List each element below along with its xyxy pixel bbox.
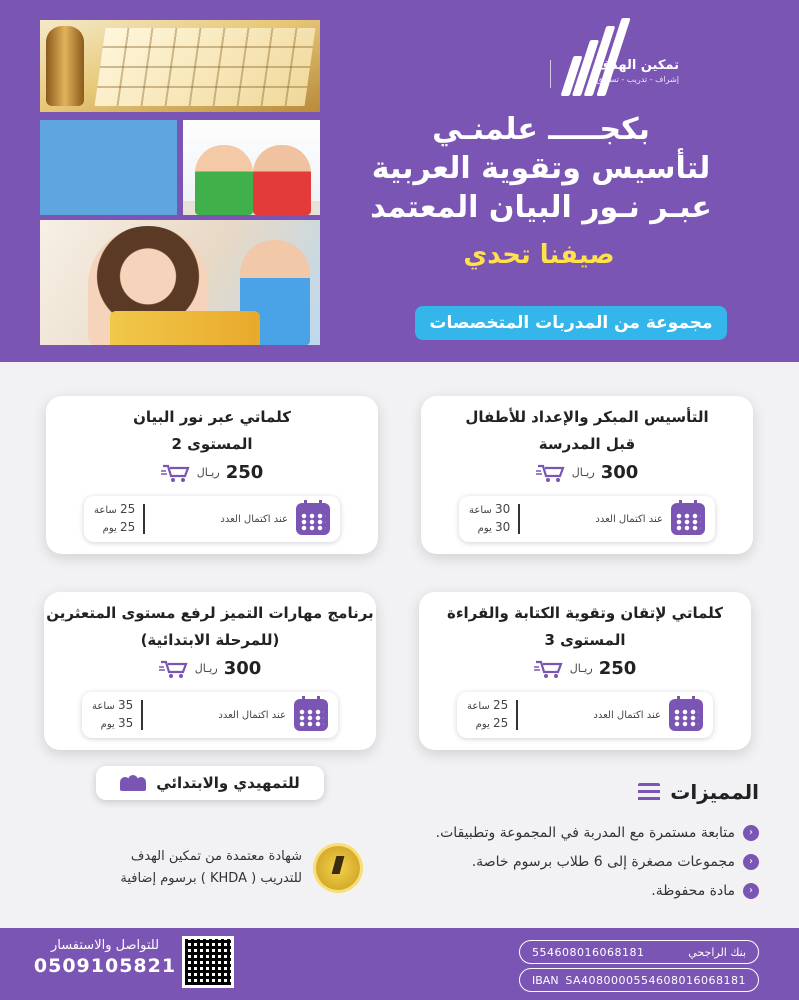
package-card: [421, 396, 753, 554]
card-title: برنامج مهارات التميز لرفع مستوى المتعثرين (للمرحلة الابتدائية): [46, 604, 374, 649]
cart-icon: [159, 659, 189, 679]
blue-tile: [40, 120, 177, 215]
girl-reading-photo: [40, 220, 320, 345]
brand-tagline: إشراف - تدريب - تسويق: [596, 75, 679, 84]
certificate-seal-icon: [316, 846, 360, 890]
list-icon: [638, 783, 660, 801]
list-item: ‹ متابعة مستمرة مع المدربة في المجموعة وتطبيقات.: [379, 818, 759, 847]
brand-logo-icon: [559, 18, 629, 96]
price-row: [46, 462, 378, 483]
calendar-icon: [671, 503, 705, 535]
calendar-icon: [669, 699, 703, 731]
durations: 35 ساعة 35 يوم: [92, 698, 134, 730]
price: 250: [225, 462, 264, 483]
bank-account: 554608016068181: [532, 945, 645, 959]
list-item: ‹ مجموعات مصغرة إلى 6 طلاب برسوم خاصة.: [379, 847, 759, 876]
cart-icon: [536, 463, 566, 483]
currency: ريـال: [194, 662, 218, 675]
users-icon: [120, 775, 146, 791]
schedule-pill: [457, 692, 713, 738]
card-title: التأسيس المبكر والإعداد للأطفال قبل المدرسة: [465, 408, 709, 453]
price: 250: [598, 658, 637, 679]
children-studying-photo: [183, 120, 320, 215]
iban-number: SA4080000554608016068181: [565, 973, 746, 987]
list-item: ‹ مادة محفوظة.: [379, 876, 759, 905]
footer: [0, 928, 799, 1000]
price-row: [421, 462, 753, 483]
schedule-pill: [82, 692, 338, 738]
chevron-icon: ‹: [743, 883, 759, 899]
trainers-banner: مجموعة من المدربات المتخصصات: [415, 306, 727, 340]
price-row: [419, 658, 751, 679]
calendar-icon: [294, 699, 328, 731]
contact-label: للتواصل والاستفسار: [50, 938, 160, 953]
hero-line-3: عبـر نـور البيان المعتمد: [370, 190, 712, 225]
features-title: المميزات: [638, 780, 759, 804]
qr-code-icon[interactable]: [182, 936, 234, 988]
price: 300: [223, 658, 262, 679]
bank-label: بنك الراجحي: [688, 945, 746, 959]
card-title: كلماتي عبر نور البيان المستوى 2: [133, 408, 291, 453]
header-banner: [0, 0, 799, 362]
schedule-pill: [84, 496, 340, 542]
level-badge: للتمهيدي والابتدائي: [96, 766, 324, 800]
calendar-icon: [296, 503, 330, 535]
price-row: [44, 658, 376, 679]
brand-text: [551, 58, 679, 84]
cart-icon: [534, 659, 564, 679]
package-card: [46, 396, 378, 554]
iban-label: IBAN: [532, 973, 559, 987]
currency: ريـال: [569, 662, 593, 675]
certificate-note: شهادة معتمدة من تمكين الهدف للتدريب ( KHDA ) برسوم إضافية: [60, 840, 360, 896]
iban-pill: [519, 968, 759, 992]
chevron-icon: ‹: [743, 825, 759, 841]
photo-collage: [40, 20, 320, 345]
phone-number[interactable]: 0509105821: [33, 955, 177, 977]
hero-headline: [341, 110, 741, 227]
completion-note: عند اكتمال العدد: [220, 513, 288, 525]
package-card: [44, 592, 376, 750]
completion-note: عند اكتمال العدد: [218, 709, 286, 721]
package-card: [419, 592, 751, 750]
chevron-icon: ‹: [743, 854, 759, 870]
hero-line-2: لتأسيس وتقوية العربية: [371, 151, 711, 186]
currency: ريـال: [571, 466, 595, 479]
durations: 25 ساعة 25 يوم: [467, 698, 509, 730]
bank-account-pill: [519, 940, 759, 964]
completion-note: عند اكتمال العدد: [593, 709, 661, 721]
durations: 25 ساعة 25 يوم: [94, 502, 136, 534]
contact-block: [30, 938, 180, 977]
arabic-letters-photo: [40, 20, 320, 112]
card-title: كلماتي لإتقان وتقوية الكتابة والقراءة المستوى 3: [446, 604, 724, 649]
brand-name: تمكين الهدف: [595, 58, 679, 73]
schedule-pill: [459, 496, 715, 542]
cart-icon: [161, 463, 191, 483]
price: 300: [600, 462, 639, 483]
currency: ريـال: [196, 466, 220, 479]
hero-line-1: بكجـــــ علمنـي: [432, 112, 650, 147]
durations: 30 ساعة 30 يوم: [469, 502, 511, 534]
features-list: [379, 818, 759, 905]
completion-note: عند اكتمال العدد: [595, 513, 663, 525]
summer-challenge: صيفنا تحدي: [463, 240, 615, 270]
